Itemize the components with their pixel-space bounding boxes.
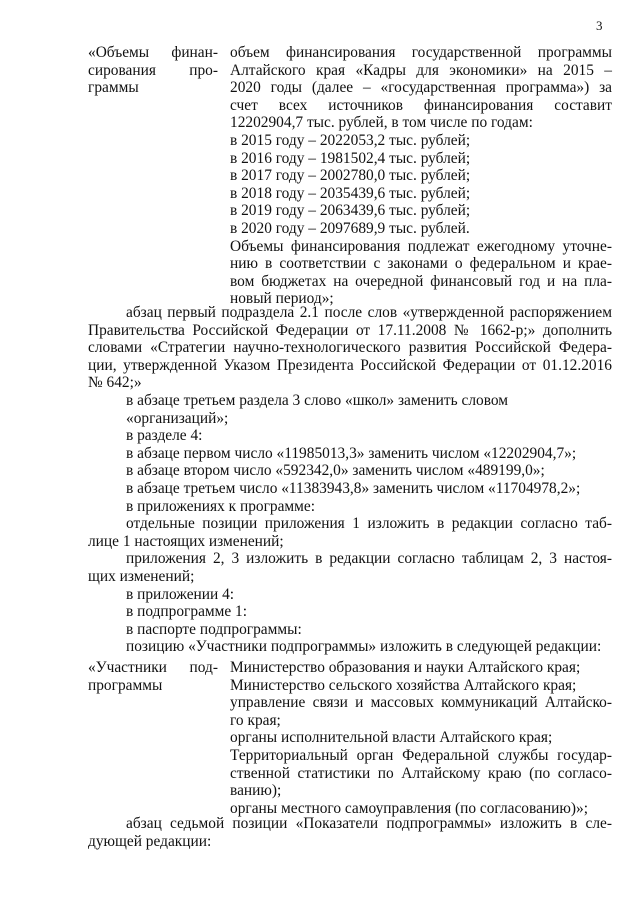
- text-line: Алтайского края «Кадры для экономики» на 2015 –: [230, 61, 612, 79]
- text-line: абзац седьмой позиции «Показатели подпрограммы» изложить в сле-: [126, 815, 612, 832]
- text-line: Объемы финансирования подлежат ежегодному уточне-: [230, 237, 612, 255]
- label-line: сирования про-: [88, 61, 218, 79]
- text-line: приложения 2, 3 изложить в редакции согласно таблицам 2, 3 настоя-: [126, 550, 612, 568]
- label-line: «Участники под-: [88, 659, 218, 676]
- passport-participants-label: [88, 659, 218, 694]
- text-line: Территориальный орган Федеральной службы государ-: [230, 746, 612, 764]
- passport-participants-text: [230, 659, 612, 817]
- text-line: в приложении 4:: [126, 585, 235, 603]
- text-line: новый период»;: [230, 290, 334, 308]
- text-line: лице 1 настоящих изменений;: [88, 532, 284, 550]
- label-line: «Объемы финан-: [88, 44, 218, 61]
- passport-financing-text: [230, 44, 612, 308]
- text-line: Министерство сельского хозяйства Алтайского края;: [230, 676, 577, 694]
- text-line: в приложениях к программе:: [126, 497, 316, 515]
- text-line: 12202904,7 тыс. рублей, в том числе по годам:: [230, 114, 533, 132]
- text-line: нию в соответствии с законами о федеральном и крае-: [230, 255, 612, 273]
- text-line: в абзаце втором число «592342,0» заменить числом «489199,0»;: [126, 462, 545, 480]
- text-line: ванию);: [230, 782, 282, 800]
- text-line: словами «Стратегии научно-технологического развития Российской Федера-: [88, 339, 612, 357]
- text-line: Министерство образования и науки Алтайского края;: [230, 659, 581, 676]
- text-line: в паспорте подпрограммы:: [126, 620, 302, 638]
- text-line: в абзаце третьем раздела 3 слово «школ» заменить словом «организаций»;: [126, 391, 509, 427]
- text-line: вом бюджетах на очередной финансовый год и на пла-: [230, 272, 612, 290]
- text-line: счет всех источников финансирования составит: [230, 96, 612, 114]
- text-line: дующей редакции:: [88, 832, 212, 850]
- text-line: абзац первый подраздела 2.1 после слов «утвержденной распоряжением: [126, 304, 612, 321]
- text-line: в разделе 4:: [126, 427, 203, 445]
- text-line: отдельные позиции приложения 1 изложить в редакции согласно таб-: [126, 515, 612, 533]
- text-line: объем финансирования государственной программы: [230, 44, 612, 61]
- text-line: щих изменений;: [88, 567, 195, 585]
- text-line: в подпрограмме 1:: [126, 603, 248, 621]
- text-line: 2020 годы (далее – «государственная программа») за: [230, 79, 612, 97]
- amendments-body: [88, 304, 612, 656]
- text-line: в 2015 году – 2022053,2 тыс. рублей;: [230, 131, 471, 149]
- label-line: граммы: [88, 79, 139, 97]
- text-line: в абзаце первом число «11985013,3» заменить числом «12202904,7»;: [126, 444, 577, 462]
- text-line: в 2020 году – 2097689,9 тыс. рублей.: [230, 219, 470, 237]
- text-line: органы исполнительной власти Алтайского края;: [230, 729, 553, 747]
- text-line: № 642;»: [88, 374, 142, 392]
- passport-financing-label: [88, 44, 218, 97]
- text-line: Правительства Российской Федерации от 17.11.2008 № 1662-р;» дополнить: [88, 321, 612, 339]
- text-line: в 2019 году – 2063439,6 тыс. рублей;: [230, 202, 471, 220]
- text-line: в абзаце третьем число «11383943,8» заменить числом «11704978,2»;: [126, 479, 581, 497]
- text-line: ции, утвержденной Указом Президента Российской Федерации от 01.12.2016: [88, 356, 612, 374]
- text-line: в 2016 году – 1981502,4 тыс. рублей;: [230, 149, 471, 167]
- text-line: в 2018 году – 2035439,6 тыс. рублей;: [230, 184, 471, 202]
- label-line: программы: [88, 676, 163, 694]
- amendments-body-continued: [88, 815, 612, 850]
- text-line: го края;: [230, 711, 281, 729]
- text-line: управление связи и массовых коммуникаций Алтайско-: [230, 694, 612, 712]
- page-number: 3: [596, 18, 603, 33]
- text-line: позицию «Участники подпрограммы» изложить в следующей редакции:: [126, 638, 602, 656]
- text-line: ственной статистики по Алтайскому краю (по согласо-: [230, 764, 612, 782]
- text-line: органы местного самоуправления (по согласованию)»;: [230, 799, 588, 817]
- text-line: в 2017 году – 2002780,0 тыс. рублей;: [230, 167, 471, 185]
